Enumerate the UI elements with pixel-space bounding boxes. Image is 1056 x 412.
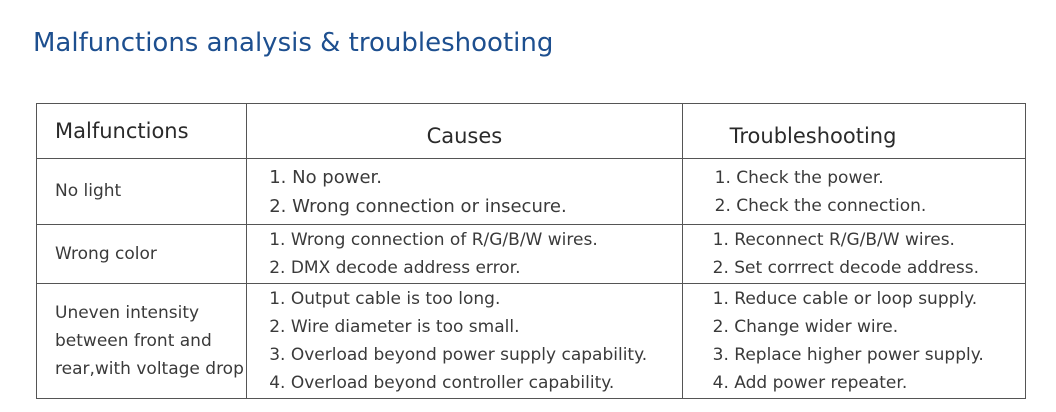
cause-item: 2. Wrong connection or insecure. xyxy=(269,195,567,217)
fix-item: 1. Reduce cable or loop supply. xyxy=(712,289,978,309)
table-row xyxy=(37,225,1026,284)
header-malfunctions: Malfunctions xyxy=(37,104,247,159)
cause-item: 1. Output cable is too long. xyxy=(269,289,501,309)
fix-item: 1. Check the power. xyxy=(714,167,884,188)
cause-item: 4. Overload beyond controller capability. xyxy=(269,373,615,393)
causes-cell xyxy=(247,159,682,225)
header-troubleshooting: Troubleshooting xyxy=(682,104,1025,159)
page-title: Malfunctions analysis & troubleshooting xyxy=(33,28,554,58)
cause-item: 1. No power. xyxy=(269,166,383,188)
troubleshooting-cell xyxy=(682,159,1025,225)
cause-item: 2. Wire diameter is too small. xyxy=(269,317,520,337)
malfunction-cell: No light xyxy=(37,159,247,225)
causes-cell xyxy=(247,225,682,284)
fix-item: 1. Reconnect R/G/B/W wires. xyxy=(712,230,955,250)
fix-item: 3. Replace higher power supply. xyxy=(712,345,984,365)
malfunction-line: rear,with voltage drop xyxy=(55,359,244,379)
table-row xyxy=(37,284,1026,399)
header-causes: Causes xyxy=(247,104,682,159)
troubleshooting-cell xyxy=(682,284,1025,399)
malfunction-line: Uneven intensity xyxy=(55,303,200,323)
malfunction-cell: Wrong color xyxy=(37,225,247,284)
malfunction-cell xyxy=(37,284,247,399)
cause-item: 3. Overload beyond power supply capability. xyxy=(269,345,648,365)
troubleshooting-cell xyxy=(682,225,1025,284)
troubleshooting-table xyxy=(36,103,1026,399)
fix-item: 2. Change wider wire. xyxy=(712,317,899,337)
cause-item: 2. DMX decode address error. xyxy=(269,258,521,278)
cause-item: 1. Wrong connection of R/G/B/W wires. xyxy=(269,230,598,250)
fix-item: 4. Add power repeater. xyxy=(712,373,908,393)
fix-item: 2. Set corrrect decode address. xyxy=(712,258,980,278)
fix-item: 2. Check the connection. xyxy=(714,195,927,216)
table-header-row xyxy=(37,104,1026,159)
table-row xyxy=(37,159,1026,225)
malfunction-line: between front and xyxy=(55,331,212,351)
causes-cell xyxy=(247,284,682,399)
